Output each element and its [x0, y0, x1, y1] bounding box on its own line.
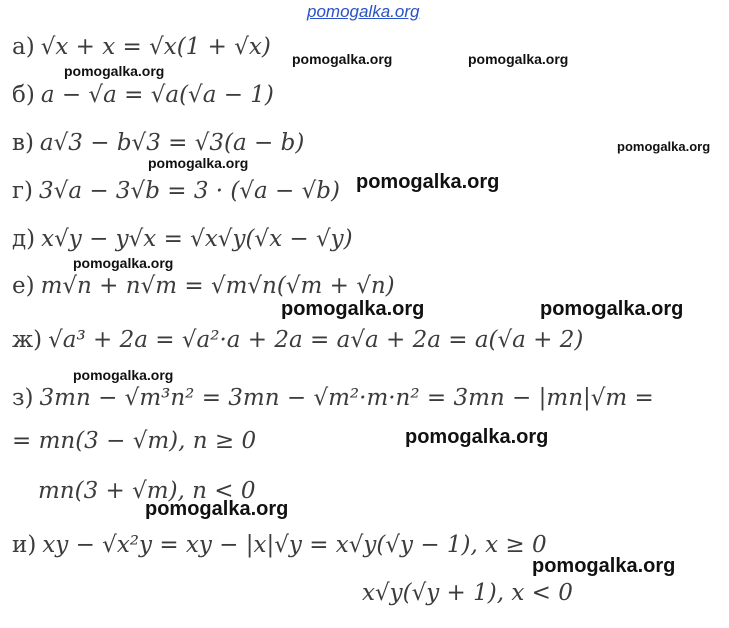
item-label: е) — [12, 273, 35, 299]
equation-expression: xy − √x²y = xy − |x|√y = x√y(√y − 1), x ≥ 0 — [42, 532, 547, 558]
watermark: pomogalka.org — [292, 51, 393, 67]
equation-line-e — [12, 271, 395, 301]
equation-line-d — [12, 224, 353, 254]
watermark: pomogalka.org — [64, 63, 165, 79]
equation-line-a — [12, 32, 271, 62]
watermark: pomogalka.org — [356, 171, 500, 193]
equation-expression: x√y(√y + 1), x < 0 — [362, 580, 573, 606]
watermark-header[interactable]: pomogalka.org — [307, 2, 420, 21]
equation-line-zh — [12, 325, 583, 355]
item-label: и) — [12, 532, 37, 558]
equation-expression: x√y − y√x = √x√y(√x − √y) — [41, 226, 353, 252]
watermark: pomogalka.org — [73, 367, 174, 383]
equation-line-i-case2 — [362, 578, 573, 608]
equation-line-b — [12, 80, 274, 110]
item-label: з) — [12, 385, 34, 411]
watermark: pomogalka.org — [617, 139, 711, 154]
watermark: pomogalka.org — [540, 298, 684, 320]
equation-expression: a − √a = √a(√a − 1) — [40, 82, 274, 108]
item-label: ж) — [12, 327, 43, 353]
equation-line-g — [12, 176, 340, 206]
equation-line-z — [12, 383, 654, 413]
item-label: а) — [12, 34, 35, 60]
equation-expression: a√3 − b√3 = √3(a − b) — [39, 130, 305, 156]
item-label: б) — [12, 82, 35, 108]
watermark: pomogalka.org — [532, 555, 676, 577]
equation-expression: = mn(3 − √m), n ≥ 0 — [12, 428, 257, 454]
watermark: pomogalka.org — [405, 426, 549, 448]
equation-expression: 3mn − √m³n² = 3mn − √m²·m·n² = 3mn − |mn|√m = — [39, 385, 654, 411]
watermark: pomogalka.org — [73, 255, 174, 271]
watermark: pomogalka.org — [468, 51, 569, 67]
watermark: pomogalka.org — [281, 298, 425, 320]
equation-line-z-cont — [12, 426, 256, 456]
equation-expression: mn(3 + √m), n < 0 — [38, 478, 256, 504]
equation-expression: 3√a − 3√b = 3 · (√a − √b) — [39, 178, 340, 204]
watermark: pomogalka.org — [148, 155, 249, 171]
item-label: г) — [12, 178, 34, 204]
equation-expression: √x + x = √x(1 + √x) — [40, 34, 271, 60]
equation-line-i — [12, 530, 547, 560]
equation-line-v — [12, 128, 304, 158]
item-label: д) — [12, 226, 36, 252]
equation-expression: m√n + n√m = √m√n(√m + √n) — [40, 273, 395, 299]
watermark: pomogalka.org — [145, 498, 289, 520]
item-label: в) — [12, 130, 34, 156]
equation-expression: √a³ + 2a = √a²·a + 2a = a√a + 2a = a(√a + 2) — [48, 327, 584, 353]
